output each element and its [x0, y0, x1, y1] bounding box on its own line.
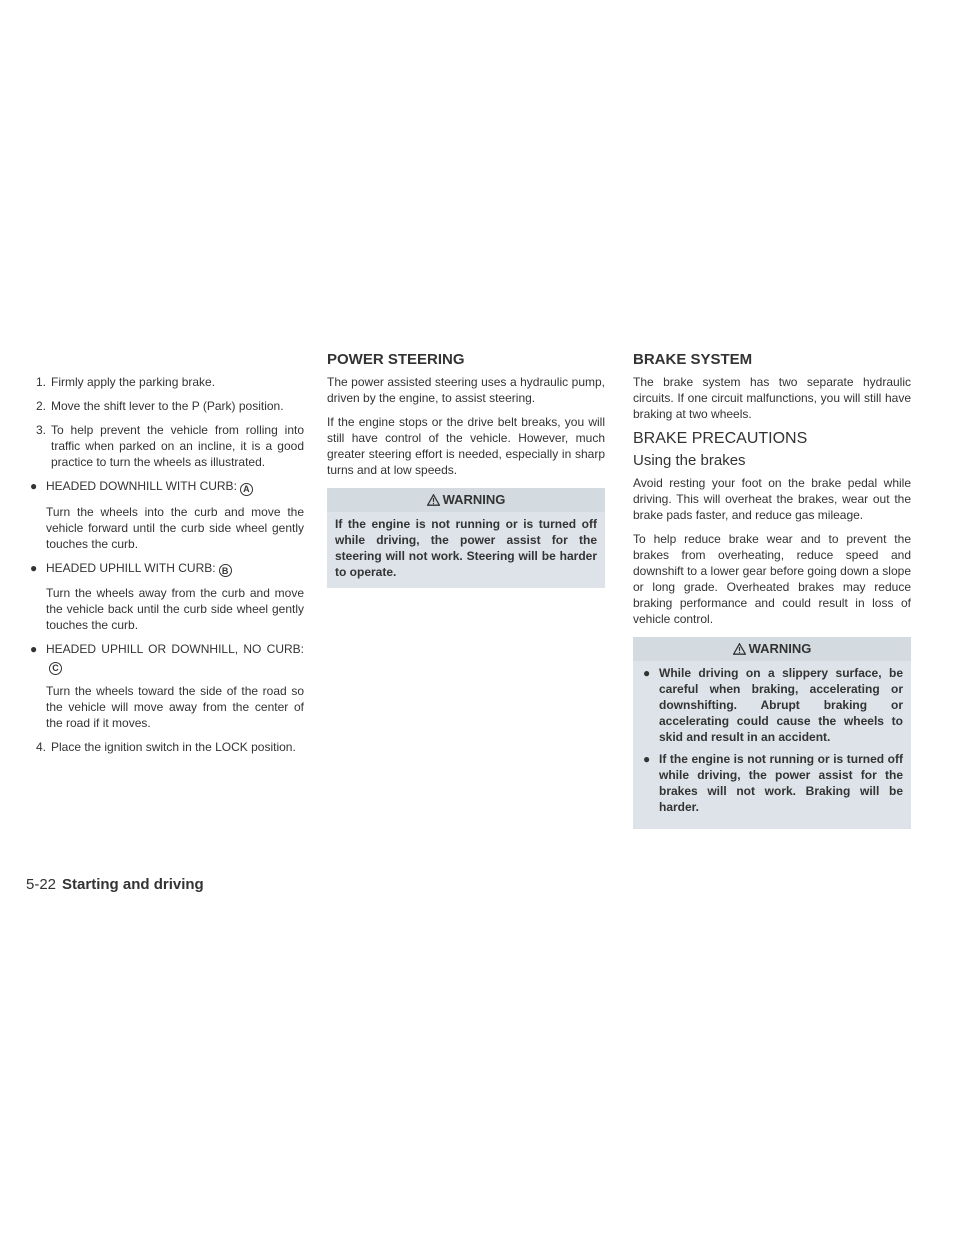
- page-footer: [26, 876, 204, 893]
- paragraph: Avoid resting your foot on the brake pedal while driving. This will overheat the brakes, wear out the brake pads faster, and reduce gas mileage.: [633, 476, 911, 522]
- warning-box: [327, 488, 605, 588]
- warning-bullet: [643, 751, 903, 815]
- bullet-description: Turn the wheels into the curb and move the vehicle forward until the curb side wheel gently touches the curb.: [46, 504, 304, 551]
- list-text: Firmly apply the parking brake.: [51, 375, 216, 389]
- bullet-icon: ●: [643, 752, 651, 766]
- right-column: [633, 346, 911, 829]
- warning-heading: WARNING: [442, 492, 506, 507]
- warning-text: If the engine is not running or is turned off while driving, the power assist for the steering will not work. Steering will be harder to operate.: [335, 517, 597, 579]
- warning-text: If the engine is not running or is turned off while driving, the power assist for the brakes will not work. Braking will be harder.: [659, 752, 903, 814]
- paragraph: To help reduce brake wear and to prevent the brakes from overheating, reduce speed and downshift to a lower gear before going down a slope or long grade. Overheated brakes may reduce braking performance and could result in loss of vehicle control.: [633, 532, 911, 626]
- list-text: Place the ignition switch in the LOCK position.: [51, 739, 296, 754]
- paragraph: The brake system has two separate hydraulic circuits. If one circuit malfunctions, you will still have braking at two wheels.: [633, 375, 911, 421]
- list-number: 1.: [35, 375, 46, 389]
- chapter-title: Starting and driving: [62, 876, 204, 893]
- list-text: Move the shift lever to the P (Park) position.: [51, 399, 284, 413]
- bullet-label: HEADED UPHILL WITH CURB: B: [46, 560, 232, 578]
- section-title-brake-system: BRAKE SYSTEM: [633, 351, 753, 368]
- warning-box: [633, 637, 911, 829]
- bullet-label: HEADED DOWNHILL WITH CURB: A: [46, 478, 253, 496]
- list-number: 3.: [35, 423, 46, 437]
- bullet-item: [30, 560, 304, 578]
- bullet-icon: ●: [30, 479, 38, 493]
- warning-triangle-icon: [427, 494, 440, 506]
- paragraph: If the engine stops or the drive belt breaks, you will still have control of the vehicle. However, much greater steering effort is needed, especially in sharp turns and at low speeds.: [327, 415, 605, 477]
- left-column: [26, 346, 304, 763]
- bullet-item: [30, 641, 304, 675]
- bullet-description: Turn the wheels away from the curb and move the vehicle back until the curb side wheel gently touches the curb.: [46, 586, 304, 632]
- list-item: [26, 374, 304, 390]
- middle-column: [327, 346, 605, 588]
- list-item: [26, 739, 304, 755]
- warning-triangle-icon: [733, 643, 746, 655]
- list-text: To help prevent the vehicle from rolling into traffic when parked on an incline, it is a good practice to turn the wheels as illustrated.: [51, 423, 304, 469]
- list-number: 4.: [35, 739, 46, 754]
- bullet-label: HEADED UPHILL OR DOWNHILL, NO CURB:C: [46, 642, 304, 673]
- bullet-item: [30, 478, 304, 496]
- warning-header: [633, 637, 911, 661]
- list-item: [26, 398, 304, 414]
- callout-c-icon: C: [49, 662, 62, 675]
- warning-bullet: [643, 665, 903, 745]
- paragraph: The power assisted steering uses a hydraulic pump, driven by the engine, to assist steering.: [327, 375, 605, 405]
- callout-b-icon: B: [219, 564, 232, 577]
- subheading-using-brakes: Using the brakes: [633, 452, 746, 469]
- bullet-icon: ●: [30, 560, 38, 575]
- list-item: [26, 422, 304, 470]
- warning-heading: WARNING: [748, 641, 812, 656]
- warning-text: While driving on a slippery surface, be careful when braking, accelerating or downshifting. Abrupt braking or accelerating could cause the wheels to skid and result in an accident.: [659, 666, 903, 744]
- page-number: 5-22: [26, 876, 57, 893]
- bullet-description: Turn the wheels toward the side of the road so the vehicle will move away from the center of the road if it moves.: [46, 683, 304, 730]
- warning-header: [327, 488, 605, 512]
- bullet-icon: ●: [643, 666, 651, 680]
- bullet-icon: ●: [30, 642, 38, 656]
- list-number: 2.: [35, 399, 46, 413]
- callout-a-icon: A: [240, 483, 253, 496]
- section-title-power-steering: POWER STEERING: [327, 351, 465, 368]
- subheading-brake-precautions: BRAKE PRECAUTIONS: [633, 430, 808, 447]
